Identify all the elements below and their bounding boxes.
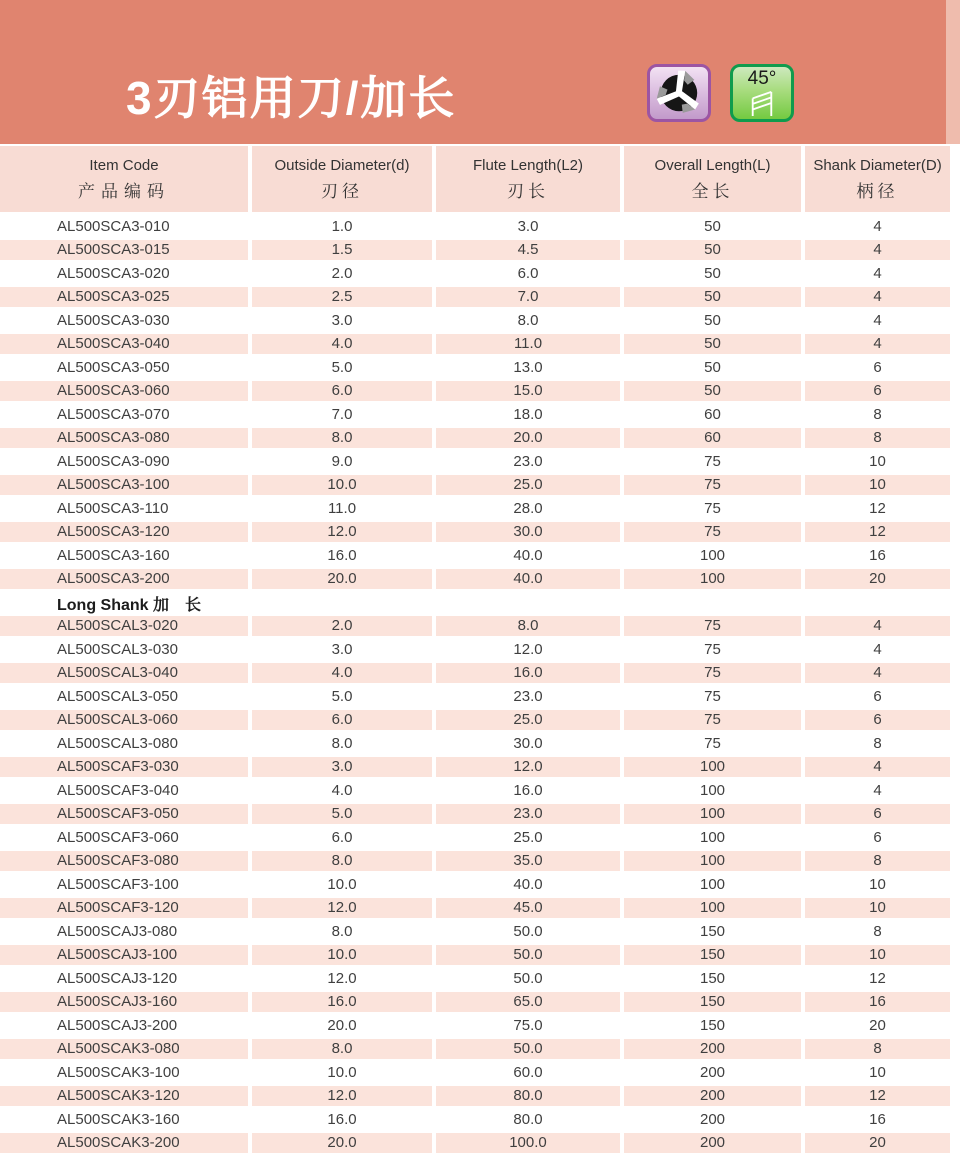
value-cell: 75 (620, 475, 801, 496)
table-row (0, 240, 950, 264)
table-row (0, 804, 950, 828)
value-cell: 12.0 (248, 968, 432, 989)
value-cell: 100 (620, 569, 801, 590)
table-row (0, 968, 950, 992)
value-cell: 7.0 (432, 287, 620, 308)
item-code-cell: AL500SCA3-010 (57, 217, 170, 235)
table-row (0, 522, 950, 546)
value-cell: 4 (801, 757, 950, 778)
item-code-cell: AL500SCA3-070 (57, 405, 170, 423)
value-cell: 100 (620, 851, 801, 872)
value-cell: 11.0 (432, 334, 620, 355)
value-cell: 12.0 (248, 1086, 432, 1107)
table-row (0, 733, 950, 757)
value-cell: 4 (801, 310, 950, 331)
value-cell: 50.0 (432, 1039, 620, 1060)
value-cell: 25.0 (432, 827, 620, 848)
item-code-cell: AL500SCAL3-060 (57, 711, 178, 729)
value-cell: 10.0 (248, 945, 432, 966)
column-header-item-code (0, 146, 248, 212)
helix-angle-badge (730, 64, 794, 122)
table-row (0, 1133, 950, 1157)
column-header-overall-length (620, 146, 801, 212)
value-cell: 8 (801, 1039, 950, 1060)
item-code-cell: AL500SCAJ3-080 (57, 922, 178, 940)
table-row (0, 381, 950, 405)
value-cell: 75 (620, 639, 801, 660)
value-cell: 16.0 (432, 663, 620, 684)
table-row (0, 898, 950, 922)
table-row (0, 1086, 950, 1110)
value-cell: 150 (620, 1015, 801, 1036)
value-cell: 16.0 (248, 992, 432, 1013)
value-cell: 8.0 (248, 428, 432, 449)
item-code-cell: AL500SCAK3-120 (57, 1087, 180, 1105)
item-code-cell: AL500SCA3-060 (57, 382, 170, 400)
value-cell: 75 (620, 498, 801, 519)
table-row (0, 569, 950, 593)
value-cell: 60.0 (432, 1062, 620, 1083)
value-cell: 6 (801, 827, 950, 848)
table-row (0, 945, 950, 969)
value-cell: 10 (801, 1062, 950, 1083)
value-cell: 12 (801, 968, 950, 989)
item-code-cell: AL500SCA3-025 (57, 288, 170, 306)
value-cell: 4.5 (432, 240, 620, 261)
value-cell: 6 (801, 357, 950, 378)
value-cell: 200 (620, 1062, 801, 1083)
value-cell: 75 (620, 451, 801, 472)
item-code-cell: AL500SCAF3-040 (57, 781, 179, 799)
value-cell: 10 (801, 874, 950, 895)
value-cell: 1.0 (248, 216, 432, 237)
table-row (0, 475, 950, 499)
table-row (0, 357, 950, 381)
value-cell: 75 (620, 663, 801, 684)
flute-cross-section-icon (656, 70, 702, 116)
item-code-cell: AL500SCAF3-030 (57, 758, 179, 776)
value-cell: 6 (801, 710, 950, 731)
table-row (0, 287, 950, 311)
value-cell: 4 (801, 639, 950, 660)
item-code-cell: AL500SCA3-200 (57, 570, 170, 588)
item-code-cell: AL500SCAJ3-100 (57, 946, 178, 964)
table-row (0, 780, 950, 804)
value-cell: 30.0 (432, 522, 620, 543)
page-header (0, 0, 960, 144)
value-cell: 150 (620, 992, 801, 1013)
value-cell: 75.0 (432, 1015, 620, 1036)
value-cell: 8.0 (248, 921, 432, 942)
value-cell: 3.0 (248, 639, 432, 660)
value-cell: 8 (801, 851, 950, 872)
value-cell: 20 (801, 569, 950, 590)
value-cell: 6.0 (248, 710, 432, 731)
value-cell: 50 (620, 381, 801, 402)
value-cell: 8 (801, 921, 950, 942)
value-cell: 8 (801, 428, 950, 449)
table-row (0, 451, 950, 475)
value-cell: 200 (620, 1086, 801, 1107)
value-cell: 4 (801, 216, 950, 237)
value-cell: 20.0 (248, 1133, 432, 1154)
value-cell: 200 (620, 1133, 801, 1154)
spec-table (0, 146, 950, 1156)
value-cell: 50 (620, 240, 801, 261)
value-cell: 100 (620, 827, 801, 848)
value-cell: 8.0 (432, 616, 620, 637)
item-code-cell: AL500SCAJ3-160 (57, 993, 178, 1011)
value-cell: 6.0 (248, 381, 432, 402)
value-cell: 6 (801, 381, 950, 402)
item-code-cell: AL500SCAF3-080 (57, 852, 179, 870)
value-cell: 8.0 (248, 733, 432, 754)
three-flute-cutter-icon (647, 64, 711, 122)
column-header-shank-diameter (801, 146, 950, 212)
page-title: 3刃铝用刀/加长 (126, 72, 457, 124)
table-row (0, 827, 950, 851)
value-cell: 28.0 (432, 498, 620, 519)
item-code-cell: AL500SCAL3-050 (57, 687, 178, 705)
column-label-zh: 柄径 (856, 181, 899, 201)
table-row (0, 216, 950, 240)
table-row (0, 545, 950, 569)
value-cell: 18.0 (432, 404, 620, 425)
table-row (0, 498, 950, 522)
value-cell: 2.0 (248, 616, 432, 637)
badge-group (647, 64, 794, 122)
item-code-cell: AL500SCAJ3-200 (57, 1016, 178, 1034)
table-row (0, 334, 950, 358)
item-code-cell: AL500SCA3-110 (57, 499, 169, 517)
value-cell: 150 (620, 968, 801, 989)
value-cell: 4 (801, 780, 950, 801)
value-cell: 4 (801, 263, 950, 284)
value-cell: 50 (620, 357, 801, 378)
value-cell: 65.0 (432, 992, 620, 1013)
table-row (0, 404, 950, 428)
value-cell: 6 (801, 804, 950, 825)
value-cell: 16.0 (248, 545, 432, 566)
value-cell: 12.0 (432, 757, 620, 778)
value-cell: 23.0 (432, 804, 620, 825)
item-code-cell: AL500SCA3-040 (57, 335, 170, 353)
value-cell: 100 (620, 780, 801, 801)
table-row (0, 1039, 950, 1063)
item-code-cell: AL500SCAL3-020 (57, 617, 178, 635)
value-cell: 200 (620, 1109, 801, 1130)
item-code-cell: AL500SCA3-160 (57, 546, 170, 564)
value-cell: 20.0 (248, 1015, 432, 1036)
column-label-en: Item Code (89, 156, 159, 174)
value-cell: 23.0 (432, 451, 620, 472)
table-row (0, 921, 950, 945)
value-cell: 6.0 (432, 263, 620, 284)
value-cell: 20.0 (432, 428, 620, 449)
value-cell: 10.0 (248, 475, 432, 496)
table-row (0, 1062, 950, 1086)
column-label-zh: 全长 (691, 181, 734, 201)
table-row (0, 310, 950, 334)
value-cell: 100 (620, 757, 801, 778)
value-cell: 3.0 (248, 757, 432, 778)
value-cell: 4 (801, 287, 950, 308)
helix-hatch-icon (749, 89, 775, 117)
table-row (0, 992, 950, 1016)
item-code-cell: AL500SCAK3-160 (57, 1110, 180, 1128)
value-cell: 16 (801, 1109, 950, 1130)
column-label-zh: 刃长 (507, 181, 549, 201)
value-cell: 150 (620, 921, 801, 942)
value-cell: 10 (801, 451, 950, 472)
value-cell: 10 (801, 945, 950, 966)
value-cell: 1.5 (248, 240, 432, 261)
column-label-en: Shank Diameter(D) (813, 156, 942, 174)
value-cell: 50 (620, 334, 801, 355)
value-cell: 75 (620, 616, 801, 637)
value-cell: 2.0 (248, 263, 432, 284)
item-code-cell: AL500SCA3-120 (57, 523, 170, 541)
value-cell: 20 (801, 1133, 950, 1154)
column-header-outside-diameter (248, 146, 432, 212)
value-cell: 50 (620, 287, 801, 308)
value-cell: 5.0 (248, 804, 432, 825)
value-cell: 40.0 (432, 874, 620, 895)
value-cell: 8.0 (432, 310, 620, 331)
page-edge-strip (946, 0, 960, 144)
angle-label: 45° (747, 68, 777, 89)
value-cell: 50 (620, 263, 801, 284)
column-header-flute-length (432, 146, 620, 212)
value-cell: 50 (620, 216, 801, 237)
value-cell: 12 (801, 498, 950, 519)
value-cell: 100 (620, 545, 801, 566)
item-code-cell: AL500SCAF3-100 (57, 875, 179, 893)
table-row (0, 263, 950, 287)
item-code-cell: AL500SCA3-030 (57, 311, 170, 329)
value-cell: 4 (801, 663, 950, 684)
item-code-cell: AL500SCAL3-030 (57, 640, 178, 658)
value-cell: 12.0 (248, 898, 432, 919)
value-cell: 100 (620, 804, 801, 825)
value-cell: 8 (801, 733, 950, 754)
item-code-cell: AL500SCAF3-120 (57, 899, 179, 917)
value-cell: 4.0 (248, 780, 432, 801)
value-cell: 23.0 (432, 686, 620, 707)
item-code-cell: AL500SCAL3-040 (57, 664, 178, 682)
value-cell: 10.0 (248, 874, 432, 895)
value-cell: 50.0 (432, 945, 620, 966)
table-row (0, 757, 950, 781)
value-cell: 12 (801, 522, 950, 543)
value-cell: 4.0 (248, 663, 432, 684)
item-code-cell: AL500SCAK3-100 (57, 1063, 180, 1081)
value-cell: 45.0 (432, 898, 620, 919)
value-cell: 5.0 (248, 686, 432, 707)
value-cell: 3.0 (248, 310, 432, 331)
value-cell: 11.0 (248, 498, 432, 519)
value-cell: 15.0 (432, 381, 620, 402)
item-code-cell: AL500SCA3-050 (57, 358, 170, 376)
value-cell: 6 (801, 686, 950, 707)
value-cell: 8 (801, 404, 950, 425)
table-row (0, 428, 950, 452)
item-code-cell: AL500SCA3-015 (57, 241, 170, 259)
value-cell: 60 (620, 404, 801, 425)
value-cell: 100 (620, 874, 801, 895)
value-cell: 20 (801, 1015, 950, 1036)
table-row (0, 616, 950, 640)
value-cell: 3.0 (432, 216, 620, 237)
value-cell: 50.0 (432, 968, 620, 989)
item-code-cell: AL500SCAK3-080 (57, 1040, 180, 1058)
value-cell: 13.0 (432, 357, 620, 378)
value-cell: 100 (620, 898, 801, 919)
value-cell: 25.0 (432, 710, 620, 731)
table-row (0, 663, 950, 687)
value-cell: 10 (801, 475, 950, 496)
value-cell: 4.0 (248, 334, 432, 355)
table-row (0, 1015, 950, 1039)
value-cell: 40.0 (432, 545, 620, 566)
value-cell: 4 (801, 334, 950, 355)
value-cell: 30.0 (432, 733, 620, 754)
item-code-cell: AL500SCAF3-050 (57, 805, 179, 823)
table-row (0, 851, 950, 875)
table-row (0, 1109, 950, 1133)
table-header (0, 146, 950, 212)
value-cell: 50.0 (432, 921, 620, 942)
table-body (0, 216, 950, 1156)
item-code-cell: AL500SCAK3-200 (57, 1134, 180, 1152)
column-label-en: Overall Length(L) (654, 156, 771, 174)
value-cell: 8.0 (248, 1039, 432, 1060)
value-cell: 16 (801, 992, 950, 1013)
value-cell: 150 (620, 945, 801, 966)
value-cell: 12.0 (432, 639, 620, 660)
item-code-cell: AL500SCA3-020 (57, 264, 170, 282)
column-label-en: Flute Length(L2) (472, 156, 584, 174)
table-row (0, 874, 950, 898)
item-code-cell: AL500SCAL3-080 (57, 734, 178, 752)
value-cell: 16.0 (248, 1109, 432, 1130)
item-code-cell: AL500SCAJ3-120 (57, 969, 178, 987)
value-cell: 100.0 (432, 1133, 620, 1154)
value-cell: 20.0 (248, 569, 432, 590)
value-cell: 75 (620, 710, 801, 731)
value-cell: 60 (620, 428, 801, 449)
value-cell: 16 (801, 545, 950, 566)
column-label-zh: 刃径 (321, 181, 363, 201)
item-code-cell: AL500SCA3-090 (57, 452, 170, 470)
value-cell: 75 (620, 686, 801, 707)
item-code-cell: AL500SCA3-100 (57, 476, 170, 494)
item-code-cell: AL500SCAF3-060 (57, 828, 179, 846)
value-cell: 10 (801, 898, 950, 919)
value-cell: 5.0 (248, 357, 432, 378)
table-row (0, 639, 950, 663)
value-cell: 80.0 (432, 1109, 620, 1130)
item-code-cell: AL500SCA3-080 (57, 429, 170, 447)
value-cell: 35.0 (432, 851, 620, 872)
value-cell: 2.5 (248, 287, 432, 308)
value-cell: 16.0 (432, 780, 620, 801)
value-cell: 75 (620, 733, 801, 754)
value-cell: 50 (620, 310, 801, 331)
value-cell: 12.0 (248, 522, 432, 543)
value-cell: 9.0 (248, 451, 432, 472)
value-cell: 12 (801, 1086, 950, 1107)
value-cell: 7.0 (248, 404, 432, 425)
column-label-en: Outside Diameter(d) (274, 156, 410, 174)
value-cell: 6.0 (248, 827, 432, 848)
value-cell: 10.0 (248, 1062, 432, 1083)
value-cell: 40.0 (432, 569, 620, 590)
value-cell: 8.0 (248, 851, 432, 872)
value-cell: 75 (620, 522, 801, 543)
value-cell: 25.0 (432, 475, 620, 496)
value-cell: 200 (620, 1039, 801, 1060)
table-row (0, 686, 950, 710)
table-row (0, 710, 950, 734)
value-cell: 4 (801, 616, 950, 637)
column-label-zh: 产品编码 (78, 181, 170, 201)
value-cell: 80.0 (432, 1086, 620, 1107)
section-header-long-shank: Long Shank 加 长 (57, 597, 202, 614)
value-cell: 4 (801, 240, 950, 261)
table-row (0, 592, 950, 616)
